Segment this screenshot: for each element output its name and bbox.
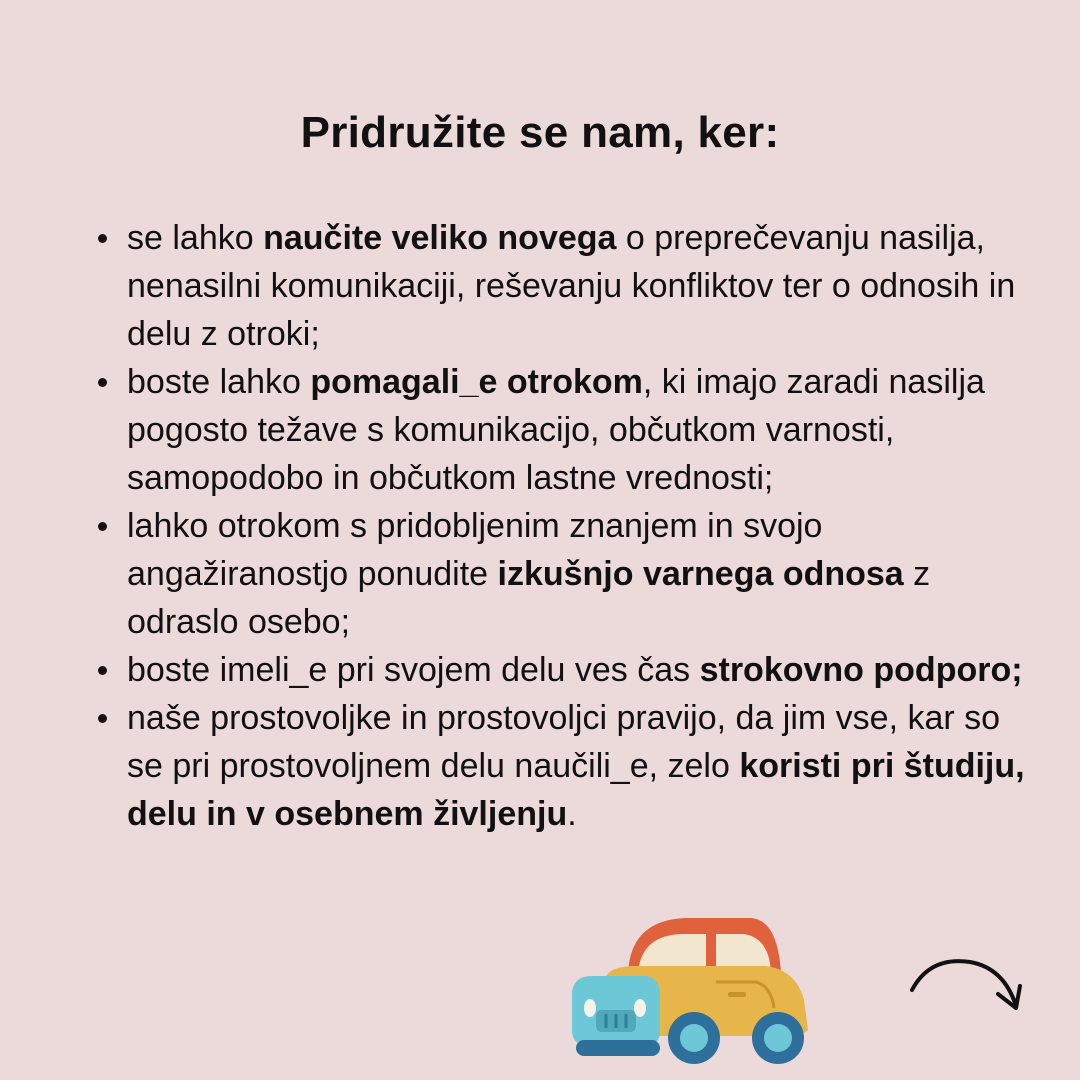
bullet-icon [98, 522, 107, 531]
page-title: Pridružite se nam, ker: [300, 108, 780, 157]
item-text: naše prostovoljke in prostovoljci pravijo, da jim vse, kar so se pri prostovoljnem delu naučili_e, zelo [127, 699, 1001, 785]
bullet-icon [98, 666, 107, 675]
item-text: boste imeli_e pri svojem delu ves čas [127, 651, 700, 689]
item-highlight: pomagali_e otrokom [310, 363, 643, 401]
item-highlight: izkušnjo varnega odnosa [497, 555, 904, 593]
list-item [96, 214, 1026, 358]
item-text: , ki imajo zaradi nasilja pogosto težave s komunikacijo, občutkom varnosti, samopodobo in občutkom lastne vrednosti; [127, 363, 985, 497]
curved-arrow-right-icon [906, 950, 1030, 1020]
list-item [96, 646, 1026, 694]
item-text: boste lahko [127, 363, 311, 401]
list-item [96, 694, 1026, 838]
item-text: o preprečevanju nasilja, nenasilni komunikaciji, reševanju konfliktov ter o odnosih in delu z otroki; [127, 219, 1016, 353]
list-item [96, 358, 1026, 502]
item-text: z odraslo osebo; [127, 555, 931, 641]
benefits-list [96, 214, 1026, 838]
item-text: lahko otrokom s pridobljenim znanjem in svojo angažiranostjo ponudite [127, 507, 823, 593]
bullet-icon [98, 714, 107, 723]
item-text: se lahko [127, 219, 264, 257]
bullet-icon [98, 234, 107, 243]
item-highlight: koristi pri študiju, delu in v osebnem življenju [127, 747, 1025, 833]
bullet-icon [98, 378, 107, 387]
list-item [96, 502, 1026, 646]
item-highlight: strokovno podporo; [699, 651, 1023, 689]
item-text: . [567, 795, 577, 833]
toy-car-icon [566, 912, 816, 1067]
item-highlight: naučite veliko novega [263, 219, 617, 257]
